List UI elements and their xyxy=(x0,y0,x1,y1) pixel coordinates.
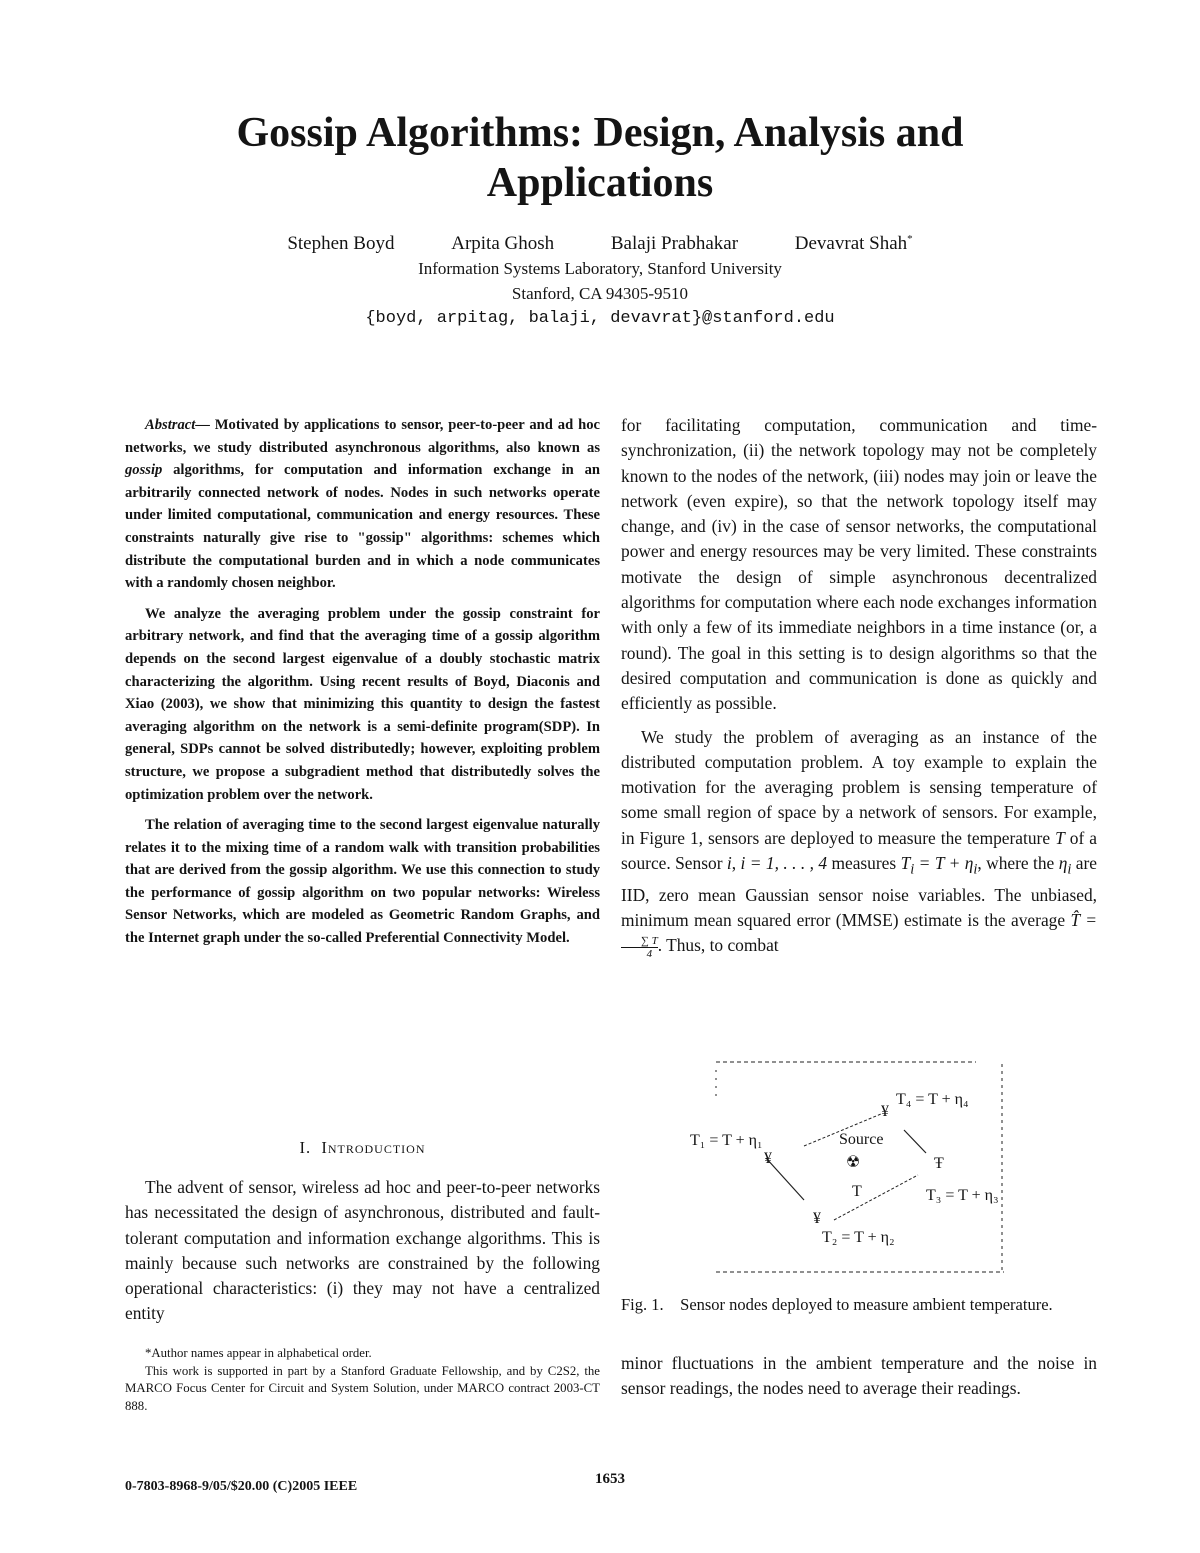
paper-title xyxy=(0,108,1200,208)
footnotes xyxy=(125,1345,600,1415)
copyright-footer: 0-7803-8968-9/05/$20.00 (C)2005 IEEE xyxy=(125,1479,358,1494)
var-i: i xyxy=(726,853,732,874)
caption-text: Sensor nodes deployed to measure ambient temperature. xyxy=(680,1295,1053,1314)
abstract-label: Abstract xyxy=(145,417,196,433)
author-name: Arpita Ghosh xyxy=(451,233,555,255)
subscript-i: i xyxy=(1067,861,1072,878)
page-number: 1653 xyxy=(595,1471,625,1487)
sensor-figure xyxy=(686,1050,1026,1280)
figure-caption xyxy=(621,1293,1097,1318)
right-paragraph-1: for facilitating computation, communication and time-synchronization, (ii) the network topology may not be completely known to the nodes of the network, (iii) nodes may join or leave the network (even expire), so that the network topology itself may change, and (iv) in the case of sensor networks, the computational power and energy resources may be very limited. These constraints motivate the design of simple asynchronous decentralized algorithms for computation where each node exchanges information with only a few of its immediate neighbors in a time instance (or, a round). The goal in this setting is to design algorithms so that the desired computation and communication is done as quickly and efficiently as possible. xyxy=(621,415,1097,714)
affiliation: Information Systems Laboratory, Stanford University xyxy=(418,259,782,278)
sensor-1-marker: ¥ xyxy=(764,1150,772,1167)
abstract-paragraph-1 xyxy=(125,414,600,595)
p2-text: are IID, zero mean Gaussian sensor noise variables. The unbiased, minimum mean squared error (MMSE) estimate is the average xyxy=(621,853,1097,931)
author-name xyxy=(795,233,913,255)
address: Stanford, CA 94305-9510 xyxy=(511,284,689,303)
label-t2: T₂ = T + η₂ xyxy=(822,1229,895,1246)
subscript-i: i xyxy=(973,861,978,878)
intro-paragraph-1 xyxy=(125,1175,600,1327)
subscript-i: i xyxy=(910,861,915,878)
p2-text: , xyxy=(731,853,741,874)
author-name: Balaji Prabhakar xyxy=(610,233,739,255)
fraction xyxy=(621,935,658,960)
avg-eq: T̂ = xyxy=(1070,910,1097,931)
fraction-denominator: 4 xyxy=(646,947,653,960)
title-line-2: Applications xyxy=(486,160,714,206)
abstract-paragraph-2: We analyze the averaging problem under the gossip constraint for arbitrary network, and find that the averaging time of a gossip algorithm depends on the second largest eigenvalue of a doubly stochastic matrix characterizing the algorithm. Using recent results of Boyd, Diaconis and Xiao (2003), we show that minimizing this quantity to design the fastest averaging algorithm on the network is a semi-definite program(SDP). In general, SDPs cannot be solved distributedly; however, exploiting problem structure, we propose a subgradient method that distributedly solves the optimization problem over the network. xyxy=(125,605,600,803)
intro-text: The advent of sensor, wireless ad hoc and peer-to-peer networks has necessitated the design of asynchronous, distributed and fault-tolerant computation and information exchange algorithms. This is mainly because such networks are constrained by the following operational characteristics: (i) they may not have a centralized entity xyxy=(125,1177,600,1324)
p2-text: , where the xyxy=(977,853,1059,874)
abstract-text: algorithms, for computation and information exchange in an arbitrarily connected network of nodes. Nodes in such networks operate under limited computational, communication and energy resources. These constraints naturally give rise to "gossip" algorithms: schemes which distribute the computational burden and in which a node communicates with a randomly chosen neighbor. xyxy=(125,462,600,592)
edge-4-3 xyxy=(904,1130,926,1153)
section-heading xyxy=(125,1138,600,1158)
author-footnote-mark: * xyxy=(907,233,913,245)
p2-text: of a source. Sensor xyxy=(621,827,1097,874)
author-list xyxy=(0,233,1200,255)
abstract-emphasis: gossip xyxy=(125,462,163,479)
equation: = T + η xyxy=(914,853,974,874)
var-T: T xyxy=(1055,827,1065,848)
title-line-1: Gossip Algorithms: Design, Analysis and xyxy=(236,110,964,156)
abstract-paragraph-3: The relation of averaging time to the second largest eigenvalue naturally relates it to the mixing time of a random walk with transition probabilities that are derived from the gossip algorithm. We use this connection to study the performance of gossip algorithm on two popular networks: Wireless Sensor Networks, which are modeled as Geometric Random Graphs, and the Internet graph under the so-called Preferential Connectivity Model. xyxy=(125,817,600,947)
label-t3: T₃ = T + η₃ xyxy=(926,1187,999,1204)
footnote-1: *Author names appear in alphabetical order. xyxy=(145,1346,372,1360)
author-emails: {boyd, arpitag, balaji, devavrat}@stanford.edu xyxy=(365,309,835,328)
sensor-3-marker: Ŧ xyxy=(934,1155,944,1172)
fraction-numerator: ∑ T xyxy=(621,935,658,948)
p2-text: We study the problem of averaging as an instance of the distributed computation problem. A toy example to explain the motivation for the averaging problem is sensing temperature of some small region of space by a network of sensors. For example, in Figure 1, sensors are deployed to measure the temperature xyxy=(621,726,1097,848)
right-paragraph-3 xyxy=(621,1351,1097,1402)
caption-label: Fig. 1. xyxy=(621,1295,664,1314)
label-t4: T₄ = T + η₄ xyxy=(896,1091,969,1108)
right-p3-text: minor fluctuations in the ambient temperature and the noise in sensor readings, the nodes need to average their readings. xyxy=(621,1353,1097,1399)
section-number: I. xyxy=(299,1138,312,1157)
source-icon: ☢ xyxy=(846,1154,861,1171)
var-eta: η xyxy=(1058,853,1068,874)
abstract-text: — Motivated by applications to sensor, peer-to-peer and ad hoc networks, we study distributed asynchronous algorithms, also known as xyxy=(125,417,600,456)
label-t: T xyxy=(852,1183,862,1200)
index-range: i = 1, . . . , 4 xyxy=(740,853,828,874)
right-paragraph-2 xyxy=(621,725,1097,960)
sensor-2-marker: ¥ xyxy=(813,1210,821,1227)
label-source: Source xyxy=(839,1131,884,1148)
section-title: Introduction xyxy=(321,1138,426,1157)
author-name: Stephen Boyd xyxy=(287,233,395,255)
sensor-4-marker: ¥ xyxy=(881,1103,889,1120)
label-t1: T₁ = T + η₁ xyxy=(690,1132,763,1149)
var-Ti: T xyxy=(900,853,911,874)
author-name-text: Devavrat Shah xyxy=(794,233,908,255)
right-column-text xyxy=(621,413,1097,960)
footnote-2: This work is supported in part by a Stanford Graduate Fellowship, and by C2S2, the MARCO Focus Center for Circuit and System Solution, under MARCO contract 2003-CT 888. xyxy=(125,1363,600,1413)
p2-text: measures xyxy=(827,853,901,874)
p2-text: . Thus, to combat xyxy=(657,935,779,956)
abstract xyxy=(125,414,600,950)
edge-2-3 xyxy=(834,1175,918,1220)
